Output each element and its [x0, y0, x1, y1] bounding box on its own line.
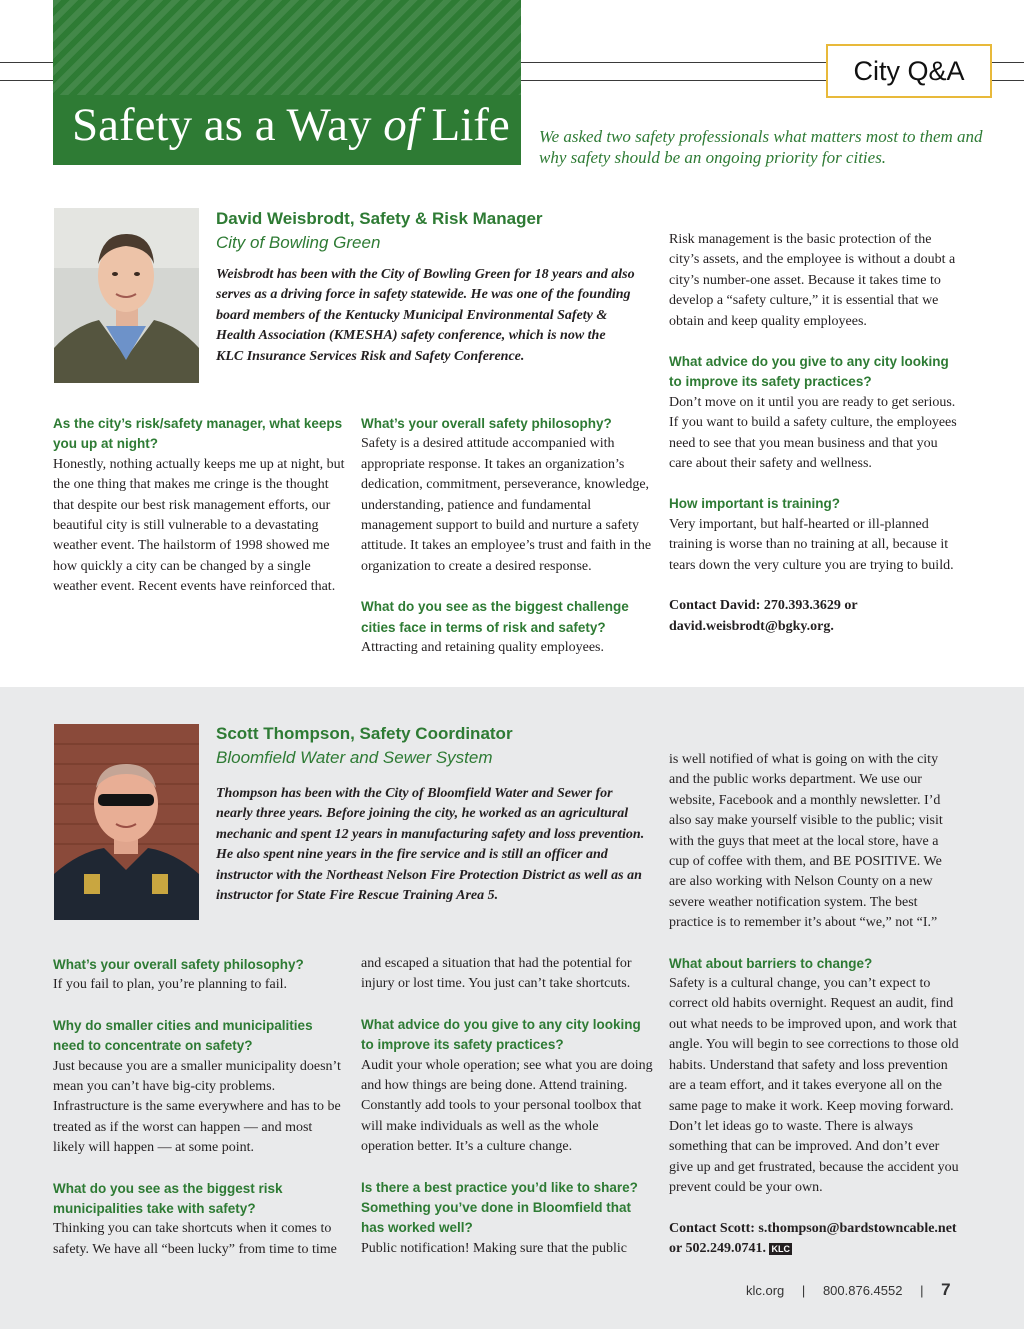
contact-david: Contact David: 270.393.3629 or david.weisbrodt@bgky.org.	[669, 598, 858, 634]
qa-column-1-david	[53, 414, 345, 598]
answer: Just because you are a smaller municipality doesn’t mean you can’t have big-city problems. Infrastructure is the same everywhere and has to be treated as if the worst can happen — and most likely will happen — at some point.	[53, 1058, 341, 1156]
qa-block	[53, 1179, 345, 1261]
answer: Safety is a desired attitude accompanied with appropriate response. It takes an organization’s dedication, commitment, perseverance, knowledge, understanding, patience and fundamental management support to build and nurture a safety attitude. It takes an employee’s trust and faith in the organization to create a desired response.	[361, 436, 652, 574]
profile-org-david: City of Bowling Green	[216, 233, 381, 252]
answer-continued: is well notified of what is going on with the city and the public works department. We use our website, Facebook and a monthly newsletter. I’d also say make yourself visible to the public; visit with the guys that meet at the local store, have a cup of coffee with them, and BE POSITIVE. We are also working with Nelson County on a new severe weather notification system. The best practice is to remember it’s about “we,” not “I.”	[669, 752, 943, 931]
question: What about barriers to change?	[669, 955, 873, 971]
footer-website: klc.org	[746, 1283, 785, 1298]
qa-block	[53, 1016, 345, 1159]
profile-org-scott: Bloomfield Water and Sewer System	[216, 748, 493, 767]
answer-continued: and escaped a situation that had the potential for injury or lost time. You just can’t take shortcuts.	[361, 956, 632, 992]
answer: Don’t move on it until you are ready to get serious. If you want to build a safety culture, the employees need to see that you mean business and that you care about their safety and wellness.	[669, 394, 957, 472]
answer: Thinking you can take shortcuts when it comes to safety. We have all “been lucky” from time to time	[53, 1221, 337, 1257]
answer: Audit your whole operation; see what you are doing and how things are being done. Attend training. Constantly add tools to your personal toolbox that will make individuals as well as the whole operation better. It’s a culture change.	[361, 1057, 653, 1155]
qa-column-2-scott	[361, 954, 653, 1259]
answer: Public notification! Making sure that the public	[361, 1240, 627, 1256]
question: What’s your overall safety philosophy?	[53, 957, 304, 972]
qa-block	[53, 414, 345, 598]
contact-scott: Contact Scott: s.thompson@bardstowncable.net or 502.249.0741. KLC	[669, 1220, 957, 1256]
question: What do you see as the biggest challenge cities face in terms of risk and safety?	[361, 599, 629, 635]
answer: If you fail to plan, you’re planning to fail.	[53, 977, 288, 993]
question: What’s your overall safety philosophy?	[361, 416, 612, 431]
page-footer	[746, 1280, 951, 1300]
footer-separator: |	[920, 1283, 924, 1298]
question: How important is training?	[669, 496, 840, 512]
page-number: 7	[941, 1280, 951, 1299]
page-subtitle: We asked two safety professionals what matters most to them and why safety should be an ongoing priority for cities.	[539, 127, 983, 167]
qa-block	[361, 414, 653, 577]
qa-block	[361, 1178, 653, 1260]
qa-column-3-scott	[669, 750, 961, 1259]
question: Why do smaller cities and municipalities need to concentrate on safety?	[53, 1017, 313, 1054]
klc-end-mark-icon: KLC	[771, 1243, 790, 1254]
question: Is there a best practice you’d like to share? Something you’ve done in Bloomfield that has worked well?	[361, 1179, 638, 1236]
answer: Honestly, nothing actually keeps me up at night, but the one thing that makes me cringe is the thought that despite our best risk management efforts, our beautiful city is still vulnerable to a devastating weather event. The hailstorm of 1998 showed me how quickly a city can be changed by a single weather event. Recent events have reinforced that.	[53, 456, 345, 595]
profile-name-david: David Weisbrodt, Safety & Risk Manager	[216, 209, 543, 228]
qa-block	[53, 955, 345, 996]
footer-separator: |	[801, 1283, 806, 1298]
answer: Very important, but half-hearted or ill-planned training is worse than no training at all, because it tears down the very culture you are trying to build.	[669, 516, 954, 573]
qa-block	[669, 494, 961, 576]
answer-continued: Risk management is the basic protection of the city’s assets, and the employee is without a doubt a city’s number-one asset. Because it takes time to develop a “safety culture,” it is essential that we obtain and keep quality employees.	[669, 232, 956, 329]
qa-column-2-david	[361, 414, 653, 658]
qa-column-1-scott	[53, 955, 345, 1260]
question: What do you see as the biggest risk municipalities take with safety?	[53, 1180, 283, 1217]
profile-bio-david: Weisbrodt has been with the City of Bowling Green for 18 years and also serves as a driving force in safety statewide. He was one of the founding board members of the Kentucky Municipal Environmental Safety & Health Association (KMESHA) safety conference, which is now the KLC Insurance Services Risk and Safety Conference.	[216, 267, 635, 364]
qa-block	[669, 352, 961, 474]
question: As the city’s risk/safety manager, what keeps you up at night?	[53, 416, 343, 452]
answer: Safety is a cultural change, you can’t expect to correct old habits overnight. Request an audit, find out what needs to be improved upon, and work that angle. You will begin to see corrections to those old habits. Understand that safety and loss prevention are a team effort, and it takes everyone all on the same page to make it work. Keep moving forward. Don’t let ideas go to waste. There is always something that can be improved. And don’t ever give up and get frustrated, because the accident you prevent could be your own.	[669, 976, 959, 1196]
question: What advice do you give to any city looking to improve its safety practices?	[669, 354, 949, 390]
section-tag: City Q&A	[826, 44, 992, 98]
qa-block	[361, 597, 653, 658]
portrait-photo-scott	[54, 724, 199, 920]
qa-column-3-david	[669, 230, 961, 637]
qa-block	[361, 1015, 653, 1158]
page-title: Safety as a Way of Life	[72, 99, 510, 151]
profile-bio-scott: Thompson has been with the City of Bloomfield Water and Sewer for nearly three years. Before joining the city, he worked as an agricultural mechanic and spent 12 years in manufacturing safety and loss prevention. He also spent nine years in the fire service and is still an officer and instructor with the Northeast Nelson Fire Protection District as well as an instructor for State Fire Rescue Training Area 5.	[216, 786, 645, 904]
portrait-photo-david	[54, 208, 199, 383]
footer-phone: 800.876.4552	[822, 1283, 903, 1298]
qa-block	[669, 954, 961, 1199]
question: What advice do you give to any city looking to improve its safety practices?	[361, 1016, 641, 1053]
profile-name-scott: Scott Thompson, Safety Coordinator	[216, 724, 513, 743]
answer: Attracting and retaining quality employees.	[361, 640, 604, 656]
